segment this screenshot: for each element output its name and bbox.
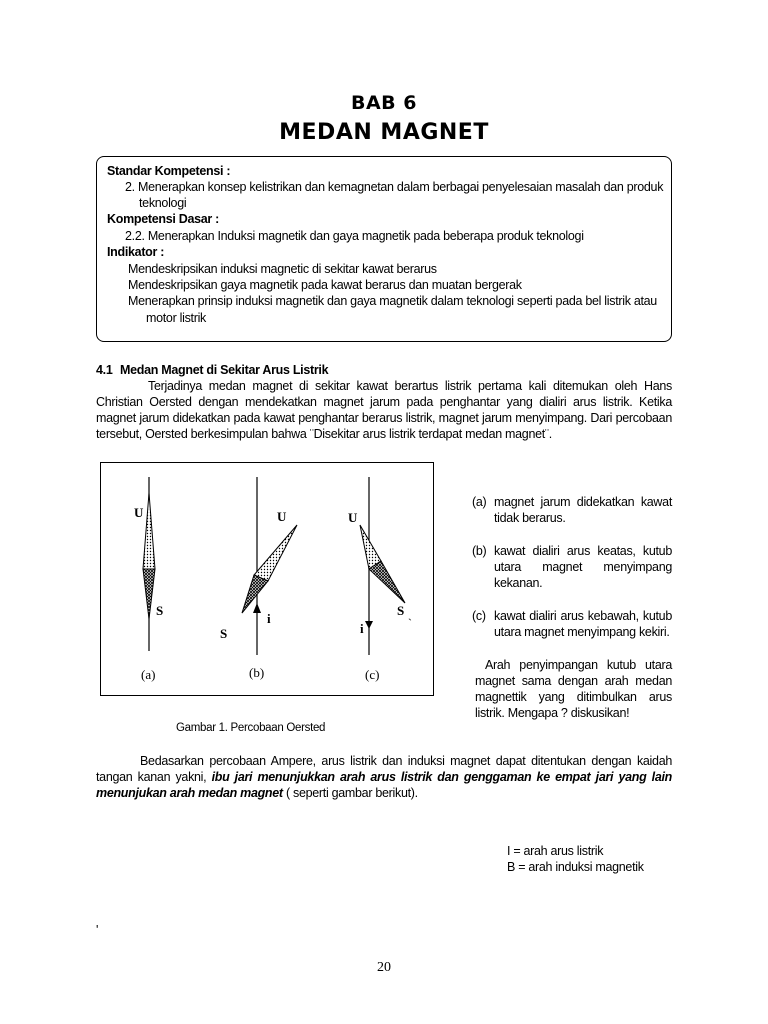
indikator-item-3-line1: Menerapkan prinsip induksi magnetik dan gaya magnetik dalam teknologi seperti pada bel listrik atau [128, 294, 657, 308]
section-paragraph: Terjadinya medan magnet di sekitar kawat berartus listrik pertama kali ditemukan oleh Hans Christian Oersted dengan mendekatkan magnet jarum pada penghantar yang dialiri arus listrik. Ketika magnet jarum didekatkan pada kawat penghantar berarus listrik, magnet jarum menyimpang. Dari percobaan tersebut, Oersted berkesimpulan bahwa ¨Disekitar arus listrik terdapat medan magnet¨. [96, 379, 672, 441]
standar-heading: Standar Kompetensi : [107, 164, 231, 178]
indikator-heading: Indikator : [107, 245, 165, 259]
section-heading: Medan Magnet di Sekitar Arus Listrik [120, 363, 329, 377]
note-c-line2: utara magnet menyimpang kekiri. [494, 625, 670, 639]
figure-frame [100, 462, 434, 696]
indikator-item-3-line2: motor listrik [146, 311, 206, 325]
indikator-item-2: Mendeskripsikan gaya magnetik pada kawat berarus dan muatan bergerak [128, 278, 522, 292]
indikator-item-1: Mendeskripsikan induksi magnetic di sekitar kawat berarus [128, 262, 437, 276]
fig-label-u-b: U [277, 509, 287, 524]
needle-a-north [143, 493, 155, 569]
fig-label-i-c: i [360, 621, 364, 636]
section-number: 4.1 [96, 363, 113, 377]
dasar-heading: Kompetensi Dasar : [107, 212, 219, 226]
dasar-item: 2.2. Menerapkan Induksi magnetik dan gaya magnetik pada beberapa produk teknologi [125, 229, 584, 243]
needle-c-north [360, 525, 381, 569]
fig-label-s-a: S [156, 603, 164, 618]
fig-label-u-c: U [348, 510, 358, 525]
standar-item-line2: teknologi [139, 196, 187, 210]
note-c-line1: kawat dialiri arus kebawah, kutub [494, 609, 672, 623]
ampere-text-2: ( seperti gambar berikut). [282, 786, 418, 800]
note-b-line1: kawat dialiri arus keatas, kutub [494, 544, 672, 558]
fig-label-a: (a) [141, 667, 156, 682]
fig-label-i-b: i [267, 611, 271, 626]
fig-label-b: (b) [249, 665, 265, 680]
note-summary: Arah penyimpangan kutub utara magnet sama dengan arah medan magnettik yang ditimbulkan arus listrik. Mengapa ? diskusikan! [475, 658, 672, 720]
oersted-figure [101, 463, 433, 695]
legend-line2: B = arah induksi magnetik [507, 860, 644, 874]
note-b-line2: utara magnet menyimpang [494, 560, 672, 574]
current-arrow-c [365, 621, 373, 629]
figure-caption: Gambar 1. Percobaan Oersted [176, 722, 326, 734]
note-a-line1: magnet jarum didekatkan kawat [494, 495, 672, 509]
fig-label-s-c: S [397, 603, 405, 618]
chapter-title: MEDAN MAGNET [279, 120, 489, 145]
note-a-line2: tidak berarus. [494, 511, 566, 525]
note-b-marker: (b) [472, 544, 487, 558]
note-a-marker: (a) [472, 495, 487, 509]
fig-label-c: (c) [365, 667, 380, 682]
fig-label-u-a: U [134, 505, 144, 520]
stray-mark: ' [96, 923, 99, 937]
note-c-marker: (c) [472, 609, 486, 623]
legend-line1: I = arah arus listrik [507, 844, 604, 858]
standar-item-line1: 2. Menerapkan konsep kelistrikan dan kemagnetan dalam berbagai penyelesaian masalah dan produk [125, 180, 664, 194]
ampere-paragraph [96, 753, 672, 801]
fig-label-s-b: S [220, 626, 228, 641]
needle-c-south [369, 561, 405, 603]
chapter-label: BAB 6 [350, 92, 417, 114]
current-arrow-b [253, 603, 261, 613]
page-number: 20 [377, 960, 391, 975]
needle-a-south [143, 569, 155, 619]
needle-b-north [254, 525, 297, 581]
fig-label-tick-c: ` [408, 616, 412, 630]
note-b-line3: kekanan. [494, 576, 543, 590]
ampere-rule: ibu jari menunjukkan arah arus listrik dan genggaman ke empat jari yang lain menunjukan arah medan magnet [96, 770, 672, 800]
needle-b-south [242, 575, 268, 613]
ampere-text-1: Bedasarkan percobaan Ampere, arus listrik dan induksi magnet dapat ditentukan dengan kaidah tangan kanan yakni, [96, 754, 672, 784]
